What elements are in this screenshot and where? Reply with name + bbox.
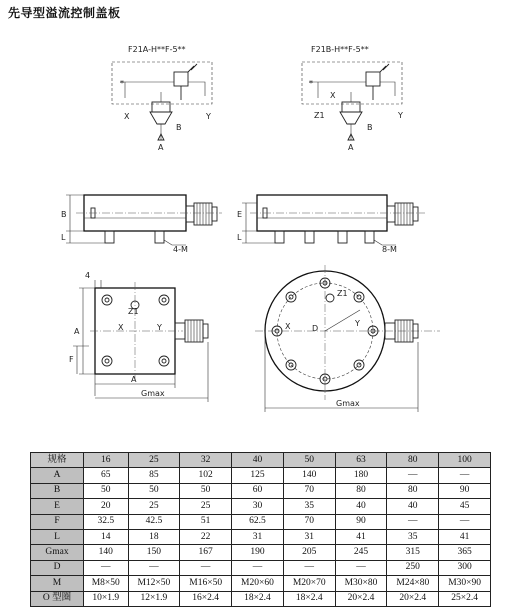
table-cell: — (232, 560, 284, 575)
table-cell: M12×50 (128, 576, 180, 591)
top-view-round (255, 265, 440, 412)
table-cell: 190 (232, 545, 284, 560)
side-view-right (237, 195, 425, 254)
table-row-label: O 型圈 (31, 591, 84, 606)
table-cell: 45 (439, 499, 491, 514)
label-8m: 8-M (382, 245, 397, 254)
table-cell: 40 (387, 499, 439, 514)
table-cell: — (335, 560, 387, 575)
label-dim-f-top: F (69, 355, 74, 364)
label-four: 4 (85, 271, 91, 280)
table-cell: 25×2.4 (439, 591, 491, 606)
table-cell: 10×1.9 (84, 591, 129, 606)
table-header-size: 50 (283, 453, 335, 468)
table-cell: 180 (335, 468, 387, 483)
table-row (31, 576, 491, 591)
table-cell: 70 (283, 483, 335, 498)
right-port-y: Y (398, 111, 403, 120)
label-dim-b-side: B (61, 210, 67, 219)
table-cell: — (439, 468, 491, 483)
table-cell: 20×2.4 (335, 591, 387, 606)
table-cell: M24×80 (387, 576, 439, 591)
table-row-label: F (31, 514, 84, 529)
table-cell: 20×2.4 (387, 591, 439, 606)
schematic-f21b-title: F21B-H**F-5** (311, 45, 369, 54)
table-cell: 30 (232, 499, 284, 514)
table-cell: 205 (283, 545, 335, 560)
table-header-size: 100 (439, 453, 491, 468)
right-port-b: B (367, 123, 373, 132)
table-cell: 41 (335, 529, 387, 544)
table-cell: 42.5 (128, 514, 180, 529)
table-header-size: 63 (335, 453, 387, 468)
left-port-x: X (124, 112, 130, 121)
table-cell: 300 (439, 560, 491, 575)
table-cell: 85 (128, 468, 180, 483)
table-row-label: M (31, 576, 84, 591)
table-cell: 167 (180, 545, 232, 560)
table-cell: 102 (180, 468, 232, 483)
table-cell: M30×80 (335, 576, 387, 591)
table-cell: — (128, 560, 180, 575)
table-cell: 315 (387, 545, 439, 560)
table-cell: — (387, 514, 439, 529)
table-cell: 18×2.4 (283, 591, 335, 606)
table-cell: 35 (283, 499, 335, 514)
table-cell: 31 (232, 529, 284, 544)
schematic-f21a-title: F21A-H**F-5** (128, 45, 186, 54)
schematic-f21a (112, 45, 212, 152)
table-cell: 245 (335, 545, 387, 560)
table-cell: 35 (387, 529, 439, 544)
label-4m: 4-M (173, 245, 188, 254)
table-header-size: 16 (84, 453, 129, 468)
table-row (31, 499, 491, 514)
table-cell: M8×50 (84, 576, 129, 591)
spec-table (30, 452, 491, 607)
table-cell: 41 (439, 529, 491, 544)
table-cell: 50 (84, 483, 129, 498)
table-row (31, 483, 491, 498)
table-row (31, 591, 491, 606)
schematic-f21b (302, 45, 403, 152)
table-row-label: A (31, 468, 84, 483)
left-port-a: A (158, 143, 164, 152)
label-gmax-right: Gmax (336, 399, 360, 408)
label-gmax-left: Gmax (141, 389, 165, 398)
label-dim-l-side: L (61, 233, 66, 242)
table-cell: 25 (180, 499, 232, 514)
table-header-size: 40 (232, 453, 284, 468)
right-port-a: A (348, 143, 354, 152)
table-cell: 150 (128, 545, 180, 560)
label-dim-a-bottom: A (131, 375, 137, 384)
table-cell: — (439, 514, 491, 529)
table-cell: 32.5 (84, 514, 129, 529)
top-view-square (69, 271, 208, 402)
table-cell: 50 (180, 483, 232, 498)
table-header-label: 规格 (31, 453, 84, 468)
table-cell: M20×60 (232, 576, 284, 591)
table-row-label: E (31, 499, 84, 514)
table-cell: 18×2.4 (232, 591, 284, 606)
table-cell: 250 (387, 560, 439, 575)
table-cell: 14 (84, 529, 129, 544)
table-cell: 22 (180, 529, 232, 544)
left-port-b: B (176, 123, 182, 132)
right-port-z1: Z1 (314, 111, 325, 120)
table-cell: 25 (128, 499, 180, 514)
table-cell: 31 (283, 529, 335, 544)
table-cell: 90 (439, 483, 491, 498)
left-port-y: Y (206, 112, 211, 121)
label-top-z1: Z1 (128, 307, 139, 316)
table-cell: — (283, 560, 335, 575)
svg-text:*: * (309, 79, 313, 88)
table-cell: 50 (128, 483, 180, 498)
table-cell: 140 (84, 545, 129, 560)
label-round-z1: Z1 (337, 289, 348, 298)
table-cell: — (180, 560, 232, 575)
table-cell: 60 (232, 483, 284, 498)
label-round-d: D (312, 324, 319, 333)
table-row (31, 529, 491, 544)
table-cell: M30×90 (439, 576, 491, 591)
table-cell: 18 (128, 529, 180, 544)
label-dim-a-top: A (74, 327, 80, 336)
table-row-label: B (31, 483, 84, 498)
table-cell: 65 (84, 468, 129, 483)
table-cell: 70 (283, 514, 335, 529)
table-row-label: L (31, 529, 84, 544)
label-top-x: X (118, 323, 124, 332)
label-round-y: Y (355, 319, 360, 328)
table-row (31, 514, 491, 529)
table-header-row (31, 453, 491, 468)
right-port-x: X (330, 91, 336, 100)
label-dim-l-side2: L (237, 233, 242, 242)
svg-text:*: * (120, 79, 124, 88)
table-cell: 140 (283, 468, 335, 483)
table-row (31, 468, 491, 483)
table-cell: 51 (180, 514, 232, 529)
table-cell: 365 (439, 545, 491, 560)
table-cell: 80 (335, 483, 387, 498)
table-cell: — (387, 468, 439, 483)
table-row (31, 560, 491, 575)
table-cell: M16×50 (180, 576, 232, 591)
table-cell: — (84, 560, 129, 575)
table-header-size: 80 (387, 453, 439, 468)
label-round-x: X (285, 322, 291, 331)
table-cell: 90 (335, 514, 387, 529)
page-title: 先导型溢流控制盖板 (8, 6, 121, 20)
label-top-y: Y (157, 323, 162, 332)
table-cell: 80 (387, 483, 439, 498)
table-cell: 62.5 (232, 514, 284, 529)
table-cell: M20×70 (283, 576, 335, 591)
table-row-label: Gmax (31, 545, 84, 560)
table-row (31, 545, 491, 560)
table-cell: 20 (84, 499, 129, 514)
label-dim-e-side: E (237, 210, 243, 219)
table-header-size: 25 (128, 453, 180, 468)
table-cell: 40 (335, 499, 387, 514)
table-cell: 16×2.4 (180, 591, 232, 606)
table-cell: 12×1.9 (128, 591, 180, 606)
side-view-left (61, 195, 222, 254)
table-header-size: 32 (180, 453, 232, 468)
table-row-label: D (31, 560, 84, 575)
table-cell: 125 (232, 468, 284, 483)
